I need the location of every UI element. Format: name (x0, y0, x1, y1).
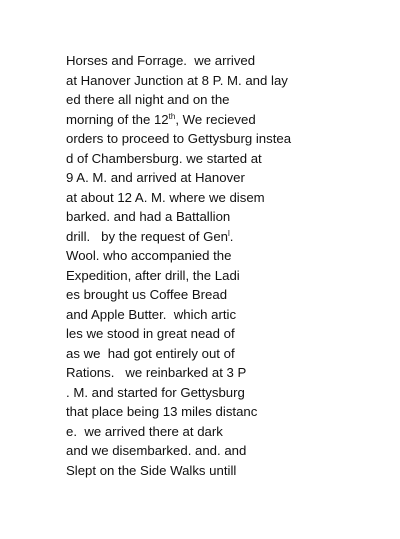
superscript-l: l (228, 228, 230, 238)
text-line: Horses and Forrage. we arrived (66, 53, 256, 68)
text-segment: . (229, 228, 234, 244)
text-line: and Apple Butter. which artic (66, 306, 237, 322)
text-line: that place being 13 miles distanc (66, 404, 258, 419)
text-line: 9 A. M. and arrived at Hanover (66, 170, 245, 185)
text-line: . M. and started for Gettysburg (66, 384, 245, 400)
text-segment: drill. by the request of Gen (66, 228, 228, 244)
text-line: Rations. we reinbarked at 3 P (66, 365, 247, 380)
text-segment: , We recieved (175, 111, 256, 127)
text-line (66, 227, 386, 247)
text-line: les we stood in great nead of (66, 326, 235, 341)
text-line: Slept on the Side Walks untill (66, 462, 237, 478)
text-line: e. we arrived there at dark (66, 423, 223, 439)
text-line: barked. and had a Battallion (66, 209, 231, 224)
text-line: at about 12 A. M. where we disem (66, 189, 265, 205)
text-line: d of Chambersburg. we started at (66, 150, 262, 166)
text-line (66, 110, 386, 130)
text-line: ed there all night and on the (66, 92, 230, 107)
text-line: orders to proceed to Gettysburg instea (66, 131, 292, 146)
text-line: and we disembarked. and. and (66, 443, 247, 458)
text-line: Expedition, after drill, the Ladi (66, 267, 240, 283)
text-line: at Hanover Junction at 8 P. M. and lay (66, 72, 288, 88)
text-line: es brought us Coffee Bread (66, 287, 228, 302)
text-segment: morning of the 12 (66, 111, 169, 127)
text-line: Wool. who accompanied the (66, 248, 232, 263)
transcription-text (66, 51, 386, 480)
superscript-th: th (168, 111, 176, 121)
text-line: as we had got entirely out of (66, 345, 235, 361)
